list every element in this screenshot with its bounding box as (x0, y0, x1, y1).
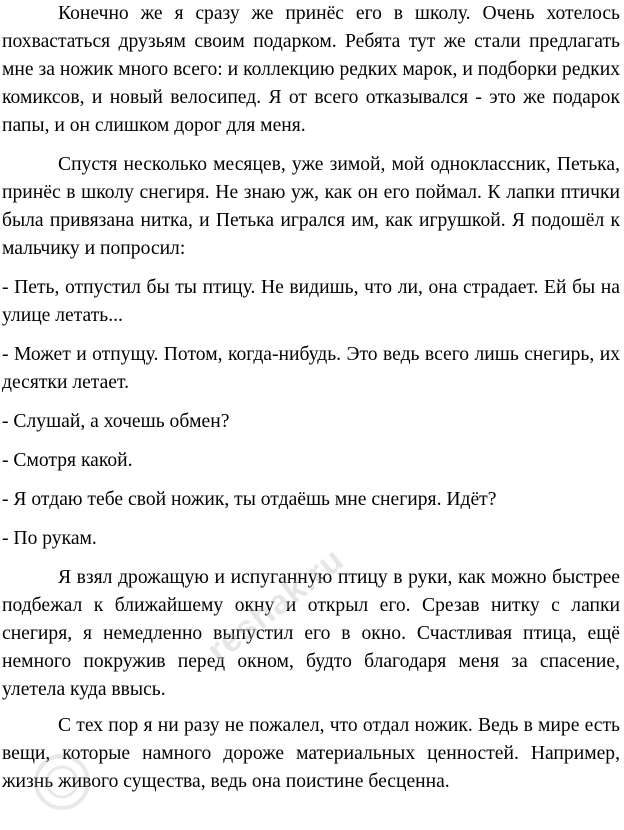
dialogue-line-3: - Слушай, а хочешь обмен? (2, 411, 230, 432)
document-page (2, 0, 620, 796)
dialogue-line-5: - Я отдаю тебе свой ножик, ты отдаёшь мне снегиря. Идёт? (2, 489, 497, 510)
paragraph-1: Конечно же я сразу же принёс его в школу. Очень хотелось похвастаться друзьям своим подарком. Ребята тут же стали предлагать мне за ножик много всего: и коллекцию редких марок, и подборки редких комиксов, и новый велосипед. Я от всего отказывался - это же подарок папы, и он слишком дорог для меня. (2, 3, 620, 136)
watermark-text: reshak.ru (200, 540, 352, 670)
paragraph-3: Я взял дрожащую и испуганную птицу в руки, как можно быстрее подбежал к ближайшему окну и открыл его. Срезав нитку с лапки снегиря, я немедленно выпустил его в окно. Счастливая птица, ещё немного покружив перед окном, будто благодаря меня за спасение, улетела куда ввысь. (2, 567, 620, 700)
paragraph-4: С тех пор я ни разу не пожалел, что отдал ножик. Ведь в мире есть вещи, которые намного дороже материальных ценностей. Например, жизнь живого существа, ведь она поистине бесценна. (2, 715, 620, 792)
dialogue-line-4: - Смотря какой. (2, 450, 133, 471)
dialogue-line-6: - По рукам. (2, 528, 97, 549)
paragraph-2: Спустя несколько месяцев, уже зимой, мой одноклассник, Петька, принёс в школу снегиря. Не знаю уж, как он его поймал. К лапки птички была привязана нитка, и Петька игрался им, как игрушкой. Я подошёл к мальчику и попросил: (2, 154, 620, 259)
dialogue-line-2: - Может и отпущу. Потом, когда-нибудь. Это ведь всего лишь снегирь, их десятки летает. (2, 344, 620, 393)
dialogue-line-1: - Петь, отпустил бы ты птицу. Не видишь, что ли, она страдает. Ей бы на улице летать... (2, 277, 620, 326)
